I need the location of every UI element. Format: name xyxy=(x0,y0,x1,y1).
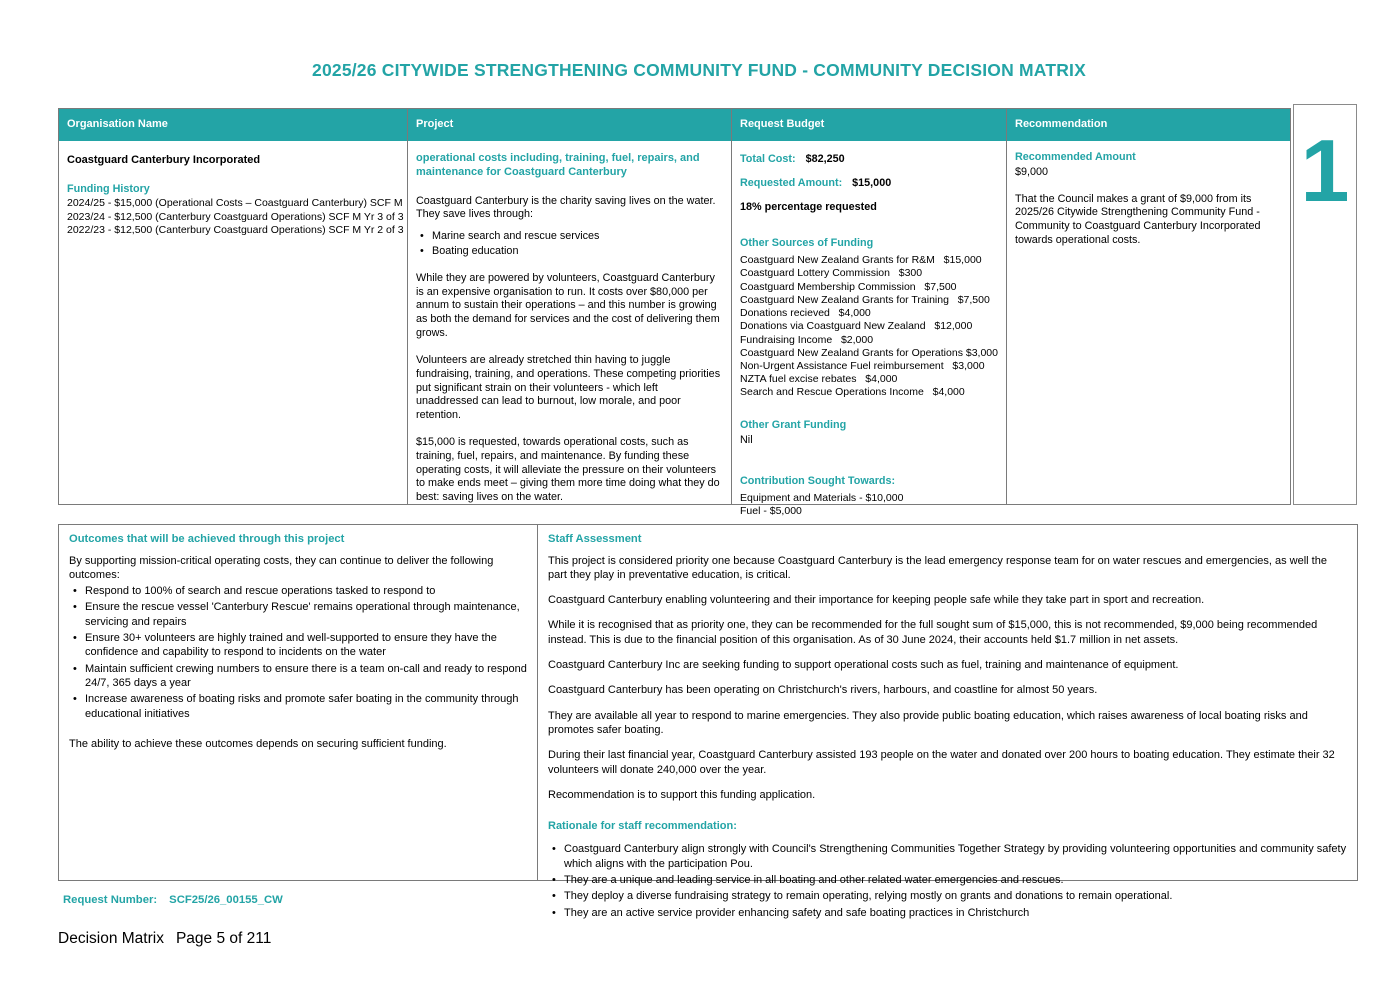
other-sources-list xyxy=(740,254,998,399)
project-cell xyxy=(408,141,731,513)
other-source-line: Coastguard New Zealand Grants for R&M $15,000 xyxy=(740,254,982,267)
contribution-list xyxy=(740,492,998,518)
staff-assessment-cell xyxy=(538,525,1357,919)
staff-assessment-paragraph: Recommendation is to support this funding application. xyxy=(548,788,816,801)
other-source-line: Search and Rescue Operations Income $4,000 xyxy=(740,386,965,399)
outcomes-cell xyxy=(59,525,538,880)
column-organisation xyxy=(59,109,408,504)
other-source-line: Donations via Coastguard New Zealand $12,000 xyxy=(740,320,973,333)
rationale-heading: Rationale for staff recommendation: xyxy=(548,820,737,833)
outcomes-bullet-list xyxy=(69,584,527,721)
percentage-requested: 18% percentage requested xyxy=(740,200,877,213)
request-number xyxy=(63,894,283,906)
contribution-line: Equipment and Materials - $10,000 xyxy=(740,492,904,505)
requested-amount-value: $15,000 xyxy=(852,176,892,189)
organisation-name: Coastguard Canterbury Incorporated xyxy=(67,154,261,166)
other-source-line: Non-Urgent Assistance Fuel reimbursement $3,000 xyxy=(740,360,985,372)
other-source-line: Donations recieved $4,000 xyxy=(740,307,871,320)
outcome-bullet: • Ensure 30+ volunteers are highly trained and well-supported to ensure they have the confidence and capability to respond to incidents on the water xyxy=(69,631,527,660)
staff-assessment-paragraphs xyxy=(548,554,1347,803)
total-cost-label: Total Cost: xyxy=(740,153,796,165)
funding-history-list xyxy=(67,196,404,238)
other-source-line: Fundraising Income $2,000 xyxy=(740,333,874,346)
outcome-bullet: • Increase awareness of boating risks and promote safer boating in the community through educational initiatives xyxy=(69,692,527,721)
other-grant-heading: Other Grant Funding xyxy=(740,418,847,431)
recommended-amount-heading: Recommended Amount xyxy=(1015,151,1136,163)
staff-assessment-heading: Staff Assessment xyxy=(548,533,642,545)
budget-cell xyxy=(732,141,1006,527)
outcome-bullet: • Ensure the rescue vessel 'Canterbury Rescue' remains operational through maintenance, servicing and repairs xyxy=(69,600,527,629)
decision-matrix-table xyxy=(58,108,1291,518)
priority-rank-number: 1 xyxy=(1300,121,1350,220)
project-intro: Coastguard Canterbury is the charity saving lives on the water. They save lives through: xyxy=(416,194,716,221)
column-recommendation xyxy=(1007,109,1290,504)
total-cost-line xyxy=(740,153,998,167)
column-header-request-budget: Request Budget xyxy=(732,109,1006,141)
column-header-recommendation: Recommendation xyxy=(1007,109,1290,141)
other-sources-heading: Other Sources of Funding xyxy=(740,237,874,250)
requested-amount-line xyxy=(740,177,998,191)
priority-rank-box xyxy=(1293,104,1357,505)
other-source-line: Coastguard Lottery Commission $300 xyxy=(740,267,923,280)
outcomes-heading: Outcomes that will be achieved through this project xyxy=(69,533,345,545)
staff-assessment-paragraph: During their last financial year, Coastguard Canterbury assisted 193 people on the water and donated over 200 hours to boating education. They estimate their 32 volunteers will donate 240,000 over the year. xyxy=(548,749,1335,776)
rationale-bullet-list xyxy=(548,842,1347,919)
footer-document-label: Decision Matrix xyxy=(58,930,164,947)
recommendation-text: That the Council makes a grant of $9,000 from its 2025/26 Citywide Strengthening Community Fund - Community to Coastguard Canterbury Incorporated towards operational costs. xyxy=(1015,192,1261,247)
staff-assessment-paragraph: Coastguard Canterbury Inc are seeking funding to support operational costs such as fuel, training and maintenance of equipment. xyxy=(548,659,1179,672)
staff-assessment-paragraph: This project is considered priority one because Coastguard Canterbury is the lead emergency response team for on water rescues and emergencies, as well the part they play in preventative education, is critical. xyxy=(548,554,1327,581)
other-source-line: Coastguard New Zealand Grants for Operations $3,000 xyxy=(740,346,998,359)
request-number-value: SCF25/26_00155_CW xyxy=(169,894,283,906)
column-header-organisation: Organisation Name xyxy=(59,109,407,141)
recommendation-cell xyxy=(1007,141,1290,504)
other-grant-value: Nil xyxy=(740,434,753,447)
staff-assessment-paragraph: While it is recognised that as priority one, they can be recommended for the full sought sum of $15,000, this is not recommended, $9,000 being recommended instead. This is due to the financial position of this organisation. As of 30 June 2024, their accounts held $1.7 million in net assets. xyxy=(548,619,1318,646)
total-cost-value: $82,250 xyxy=(805,153,845,165)
project-paragraphs xyxy=(416,272,723,505)
project-title: operational costs including, training, fuel, repairs, and maintenance for Coastguard Canterbury xyxy=(416,152,700,179)
rationale-bullet: • Coastguard Canterbury align strongly with Council's Strengthening Communities Together Strategy by providing volunteering opportunities and community safety which aligns with the participation Pou. xyxy=(548,842,1347,871)
staff-assessment-paragraph: Coastguard Canterbury enabling volunteering and their importance for keeping people safe while they take part in sport and recreation. xyxy=(548,594,1205,607)
funding-history-line: 2022/23 - $12,500 (Canterbury Coastguard Operations) SCF M Yr 2 of 3 xyxy=(67,224,404,237)
column-header-project: Project xyxy=(408,109,731,141)
page-footer xyxy=(58,930,271,948)
funding-history-line: 2024/25 - $15,000 (Operational Costs – Coastguard Canterbury) SCF M xyxy=(67,196,403,209)
contribution-heading: Contribution Sought Towards: xyxy=(740,475,896,488)
funding-history-heading: Funding History xyxy=(67,183,150,196)
project-bullet: • Marine search and rescue services xyxy=(416,230,723,244)
other-source-line: Coastguard Membership Commission $7,500 xyxy=(740,280,957,293)
footer-page-indicator: Page 5 of 211 xyxy=(175,930,272,947)
project-bullet-list xyxy=(416,230,723,259)
project-paragraph: While they are powered by volunteers, Coastguard Canterbury is an expensive organisation to run. It costs over $80,000 per annum to sustain their operations – and this number is growing as both the demand for services and the cost of delivering them grows. xyxy=(416,271,720,340)
rationale-bullet: • They are an active service provider enhancing safety and safe boating practices in Christchurch xyxy=(548,906,1347,920)
staff-assessment-paragraph: Coastguard Canterbury has been operating on Christchurch's rivers, harbours, and coastline for almost 50 years. xyxy=(548,684,1098,697)
organisation-cell xyxy=(59,141,407,504)
rationale-bullet: • They deploy a diverse fundraising strategy to remain operating, relying mostly on grants and donations to remain operational. xyxy=(548,889,1347,903)
project-bullet: • Boating education xyxy=(416,245,723,259)
other-source-line: Coastguard New Zealand Grants for Training $7,500 xyxy=(740,293,990,306)
outcomes-footer-note: The ability to achieve these outcomes depends on securing sufficient funding. xyxy=(69,737,447,750)
staff-assessment-paragraph: They are available all year to respond to marine emergencies. They also provide public boating education, which raises awareness of local boating risks and promotes safer boating. xyxy=(548,709,1308,736)
request-number-label: Request Number: xyxy=(63,894,158,906)
project-paragraph: Volunteers are already stretched thin having to juggle fundraising, training, and operations. These competing priorities put significant strain on their volunteers - which left unaddressed can lead to burnout, low morale, and poor retention. xyxy=(416,353,721,422)
outcome-bullet: • Respond to 100% of search and rescue operations tasked to respond to xyxy=(69,584,527,598)
contribution-line: Fuel - $5,000 xyxy=(740,505,802,518)
outcome-bullet: • Maintain sufficient crewing numbers to ensure there is a team on-call and ready to respond 24/7, 365 days a year xyxy=(69,662,527,691)
outcomes-intro: By supporting mission-critical operating costs, they can continue to deliver the following outcomes: xyxy=(69,554,494,581)
column-request-budget xyxy=(732,109,1007,518)
other-source-line: NZTA fuel excise rebates $4,000 xyxy=(740,373,898,386)
requested-amount-label: Requested Amount: xyxy=(740,176,843,189)
rationale-bullet: • They are a unique and leading service in all boating and other related water emergencies and rescues. xyxy=(548,873,1347,887)
recommended-amount-value: $9,000 xyxy=(1015,165,1049,178)
page-title: 2025/26 CITYWIDE STRENGTHENING COMMUNITY FUND - COMMUNITY DECISION MATRIX xyxy=(312,60,1086,80)
funding-history-line: 2023/24 - $12,500 (Canterbury Coastguard Operations) SCF M Yr 3 of 3 xyxy=(67,210,404,223)
project-paragraph: $15,000 is requested, towards operational costs, such as training, fuel, repairs, and maintenance. By funding these operating costs, it will alleviate the pressure on their volunteers to make ends meet – giving them more time doing what they do best: saving lives on the water. xyxy=(416,435,720,504)
column-project xyxy=(408,109,732,504)
